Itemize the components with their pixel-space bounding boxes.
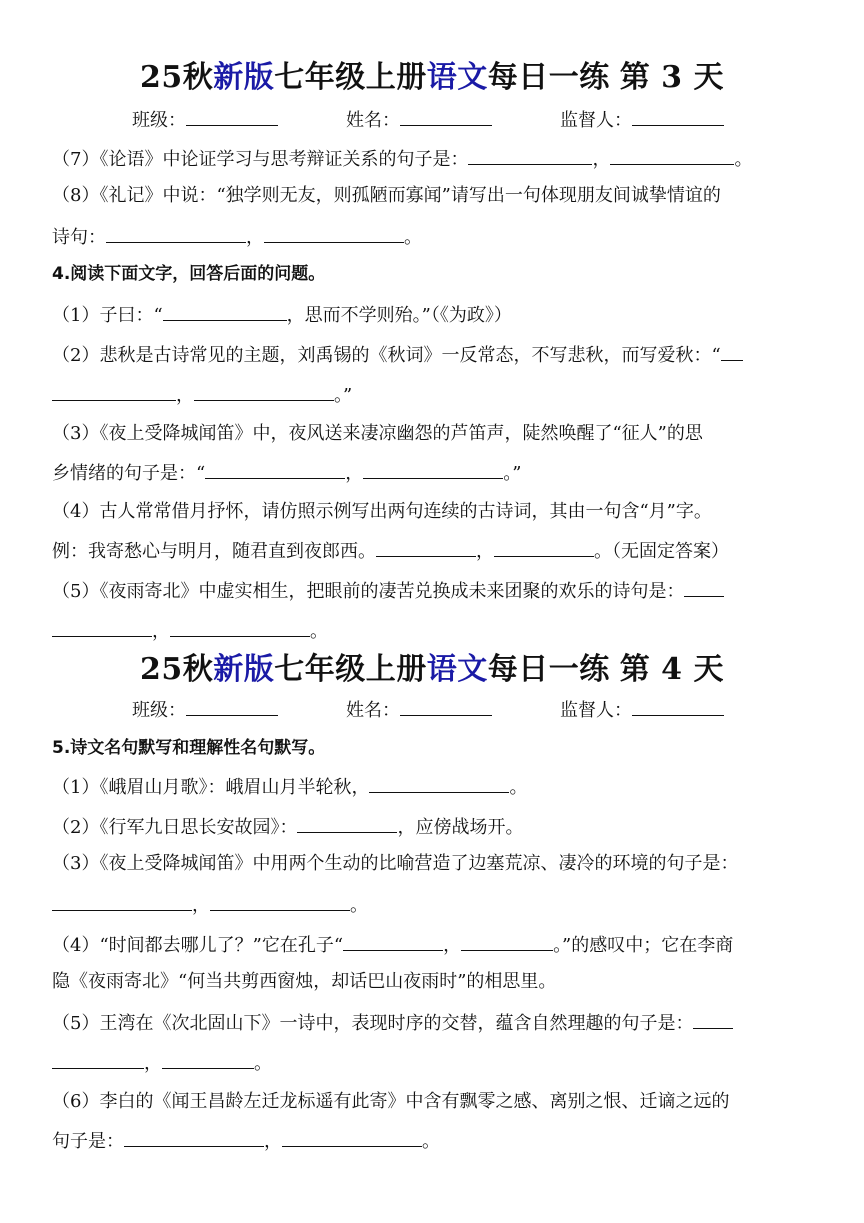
title-text: 七年级上册	[274, 652, 427, 687]
answer-blank[interactable]	[461, 932, 553, 951]
question-5-5-cont: ， 。	[52, 1050, 840, 1076]
class-blank[interactable]	[186, 697, 278, 716]
question-8-cont: 诗句： ， 。	[52, 224, 840, 250]
title-highlight: 语文	[426, 60, 488, 95]
answer-blank[interactable]	[124, 1128, 264, 1147]
answer-blank[interactable]	[264, 224, 404, 243]
supervisor-blank[interactable]	[632, 697, 724, 716]
answer-blank[interactable]	[210, 892, 350, 911]
question-5-2: （2）《行军九日思长安故园》： ，应傍战场开。	[52, 814, 840, 840]
class-field: 班级：	[132, 106, 278, 132]
question-4-3: （3）《夜上受降城闻笛》中，夜风送来凄凉幽怨的芦笛声，陡然唤醒了“征人”的思	[52, 423, 703, 444]
answer-blank[interactable]	[363, 460, 503, 479]
question-4-5-cont: ， 。	[52, 618, 840, 644]
section-5-heading: 5.诗文名句默写和理解性名句默写。	[52, 738, 326, 758]
answer-blank[interactable]	[52, 382, 176, 401]
answer-blank[interactable]	[684, 578, 724, 597]
answer-blank[interactable]	[376, 538, 476, 557]
question-4-3-cont: 乡情绪的句子是：“ ， 。”	[52, 460, 840, 486]
day-label: 第 3 天	[619, 60, 724, 95]
answer-blank[interactable]	[343, 932, 443, 951]
class-blank[interactable]	[186, 107, 278, 126]
question-5-5: （5）王湾在《次北固山下》一诗中，表现时序的交替，蕴含自然理趣的句子是：	[52, 1010, 840, 1036]
answer-blank[interactable]	[610, 146, 734, 165]
name-blank[interactable]	[400, 697, 492, 716]
page-title-day4	[0, 644, 864, 688]
answer-blank[interactable]	[297, 814, 397, 833]
supervisor-field: 监督人：	[560, 106, 724, 132]
answer-blank[interactable]	[162, 1050, 254, 1069]
title-highlight: 新版	[213, 652, 275, 687]
section-4-heading: 4.阅读下面文字，回答后面的问题。	[52, 264, 326, 284]
title-highlight: 新版	[213, 60, 275, 95]
answer-blank[interactable]	[205, 460, 345, 479]
question-4-1: （1）子曰：“ ，思而不学则殆。”（《为政》）	[52, 302, 840, 328]
name-field: 姓名：	[346, 696, 492, 722]
answer-blank[interactable]	[282, 1128, 422, 1147]
question-7: （7）《论语》中论证学习与思考辩证关系的句子是： ， 。	[52, 146, 840, 172]
title-text: 25秋	[139, 652, 214, 687]
question-5-6-cont: 句子是： ， 。	[52, 1128, 840, 1154]
title-text: 25秋	[139, 60, 214, 95]
question-5-4-cont: 隐《夜雨寄北》“何当共剪西窗烛，却话巴山夜雨时”的相思里。	[52, 971, 557, 992]
title-text: 每日一练	[487, 652, 610, 687]
question-5-3-cont: ， 。	[52, 892, 840, 918]
answer-blank[interactable]	[106, 224, 246, 243]
name-field: 姓名：	[346, 106, 492, 132]
question-4-2-cont: ， 。”	[52, 382, 840, 408]
class-field: 班级：	[132, 696, 278, 722]
question-4-4: （4）古人常常借月抒怀，请仿照示例写出两句连续的古诗词，其由一句含“月”字。	[52, 501, 712, 522]
question-5-6: （6）李白的《闻王昌龄左迁龙标遥有此寄》中含有飘零之感、离别之恨、迁谪之远的	[52, 1091, 730, 1112]
answer-blank[interactable]	[194, 382, 334, 401]
answer-blank[interactable]	[721, 342, 743, 361]
answer-blank[interactable]	[163, 302, 287, 321]
title-text: 七年级上册	[274, 60, 427, 95]
answer-blank[interactable]	[468, 146, 592, 165]
title-text: 每日一练	[487, 60, 610, 95]
supervisor-blank[interactable]	[632, 107, 724, 126]
answer-blank[interactable]	[170, 618, 310, 637]
answer-blank[interactable]	[693, 1010, 733, 1029]
answer-blank[interactable]	[52, 892, 192, 911]
answer-blank[interactable]	[494, 538, 594, 557]
name-blank[interactable]	[400, 107, 492, 126]
answer-blank[interactable]	[52, 1050, 144, 1069]
question-8: （8）《礼记》中说：“独学则无友，则孤陋而寡闻”请写出一句体现朋友间诚挚情谊的	[52, 185, 721, 206]
answer-blank[interactable]	[52, 618, 152, 637]
question-5-1: （1）《峨眉山月歌》：峨眉山月半轮秋， 。	[52, 774, 840, 800]
question-5-3: （3）《夜上受降城闻笛》中用两个生动的比喻营造了边塞荒凉、凄冷的环境的句子是：	[52, 853, 739, 874]
question-4-2: （2）悲秋是古诗常见的主题，刘禹锡的《秋词》一反常态，不写悲秋，而写爱秋：“	[52, 342, 840, 368]
question-4-4-cont: 例：我寄愁心与明月，随君直到夜郎西。 ， 。（无固定答案）	[52, 538, 840, 564]
supervisor-field: 监督人：	[560, 696, 724, 722]
question-5-4: （4）“时间都去哪儿了？”它在孔子“ ， 。”的感叹中；它在李商	[52, 932, 840, 958]
day-label: 第 4 天	[619, 652, 724, 687]
page-title-day3	[0, 52, 864, 96]
question-4-5: （5）《夜雨寄北》中虚实相生，把眼前的凄苦兑换成未来团聚的欢乐的诗句是：	[52, 578, 840, 604]
title-highlight: 语文	[426, 652, 488, 687]
answer-blank[interactable]	[369, 774, 509, 793]
